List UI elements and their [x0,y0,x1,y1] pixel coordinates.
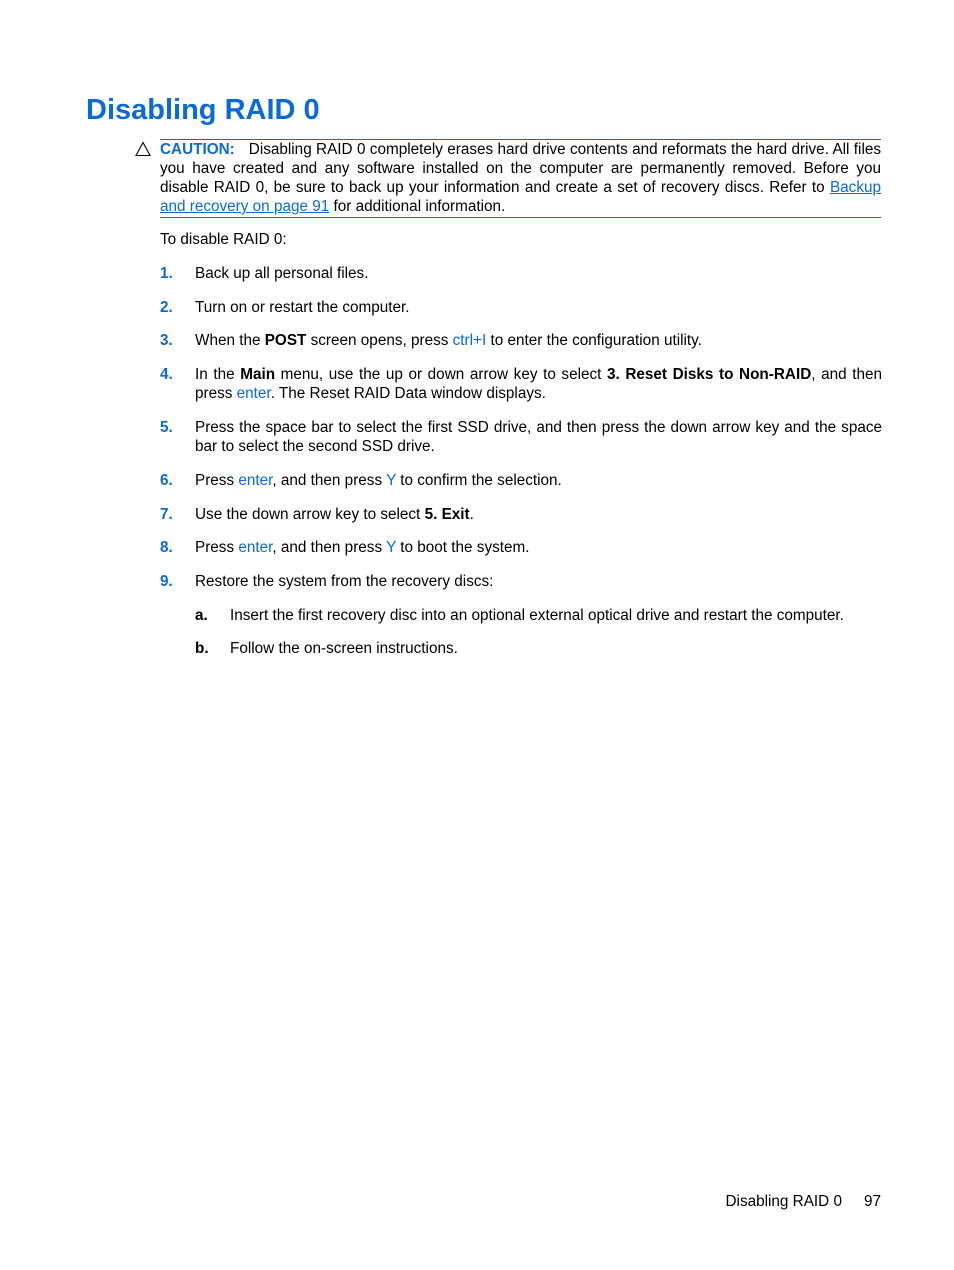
step-3 [160,331,882,350]
step-9 [160,572,882,591]
text-run: Press [195,472,239,489]
text-run: to boot the system. [396,539,530,556]
text-run: When the [195,332,265,349]
step-text: Restore the system from the recovery discs: [195,573,494,590]
key-enter: enter [236,385,271,402]
step-text: Back up all personal files. [195,265,369,282]
step-number: 3. [160,332,173,349]
caution-body-end: for additional information. [329,198,506,215]
text-run: , and then press [195,366,882,402]
substep-text: Follow the on-screen instructions. [230,640,458,657]
step-number: 4. [160,366,173,383]
page-footer [726,1192,882,1211]
step-text [195,365,882,403]
text-run: menu, use the up or down arrow key to select [275,366,607,383]
step-text: Turn on or restart the computer. [195,299,410,316]
step-number: 2. [160,299,173,316]
text-run: screen opens, press [306,332,453,349]
caution-label: CAUTION: [160,141,235,158]
step-8 [160,538,882,557]
backup-recovery-link[interactable]: Backup and recovery on page 91 [160,179,881,215]
key-enter: enter [238,539,273,556]
text-run: , and then press [272,472,387,489]
reset-disks-bold: 3. Reset Disks to Non-RAID [606,366,812,383]
key-ctrl-i: ctrl+I [452,332,487,349]
text-run: . [469,506,474,523]
substep-a [195,606,882,625]
caution-bottom-rule [160,217,881,218]
step-5 [160,418,882,456]
post-bold: POST [264,332,307,349]
text-run: to enter the configuration utility. [486,332,702,349]
substep-b [195,639,882,658]
key-enter: enter [238,472,273,489]
step-number: 1. [160,265,173,282]
intro-text: To disable RAID 0: [160,231,287,248]
text-run: Use the down arrow key to select [195,506,425,523]
key-y: Y [386,539,397,556]
step-text: Press the space bar to select the first SSD drive, and then press the down arrow key and the space bar to select the second SSD drive. [195,419,882,455]
step-7 [160,505,882,524]
key-y: Y [386,472,397,489]
text-run: Press [195,539,239,556]
step-text [195,505,882,524]
substep-letter: a. [195,607,208,624]
substep-text: Insert the first recovery disc into an optional external optical drive and restart the computer. [230,607,844,624]
step-number: 8. [160,539,173,556]
step-number: 7. [160,506,173,523]
step-number: 5. [160,419,173,436]
footer-section-title: Disabling RAID 0 [725,1193,842,1210]
text-run: In the [195,366,241,383]
step-number: 9. [160,573,173,590]
step-text [195,471,882,490]
text-run: . The Reset RAID Data window displays. [270,385,546,402]
exit-bold: 5. Exit [424,506,470,523]
step-6 [160,471,882,490]
step-text [195,538,882,557]
page-title: Disabling RAID 0 [86,94,320,126]
step-2 [160,298,882,317]
warning-triangle-icon [135,141,151,157]
step-number: 6. [160,472,173,489]
text-run: to confirm the selection. [396,472,562,489]
caution-body: Disabling RAID 0 completely erases hard drive contents and reformats the hard drive. All files you have created and any software installed on the computer are permanently removed. Before you disable RAID 0, be sure to back up your information and create a set of recovery discs. Refer to [160,141,881,196]
substep-letter: b. [195,640,209,657]
step-text [195,331,882,350]
caution-text [160,140,881,216]
main-bold: Main [240,366,276,383]
step-1 [160,264,882,283]
text-run: , and then press [272,539,387,556]
step-4 [160,365,882,403]
page-number: 97 [863,1193,881,1210]
